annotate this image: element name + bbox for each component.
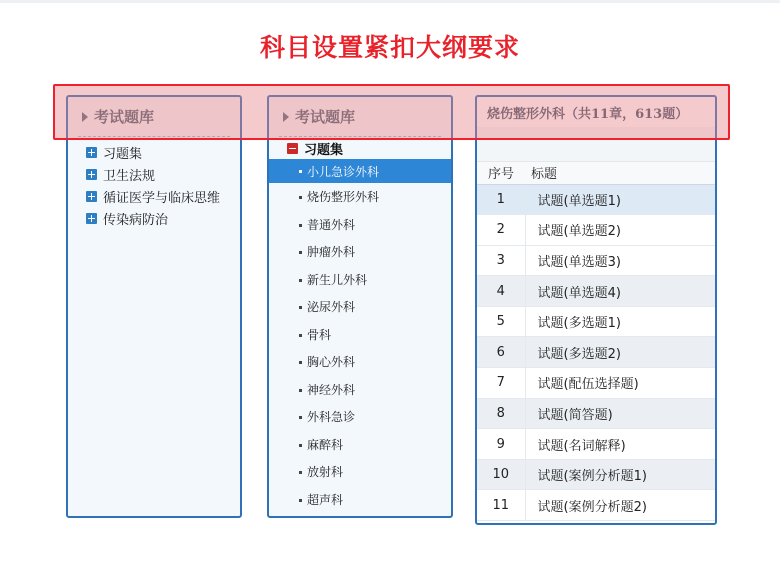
middle-panel bbox=[267, 95, 453, 518]
row-number: 3 bbox=[477, 245, 525, 276]
tree-item-label: 循证医学与临床思维 bbox=[103, 190, 221, 206]
table-row[interactable] bbox=[477, 306, 715, 337]
row-title[interactable]: 试题(名词解释) bbox=[525, 429, 715, 460]
table-row[interactable] bbox=[477, 490, 715, 521]
subject-item[interactable]: 普通外科 bbox=[269, 211, 451, 239]
top-divider bbox=[0, 0, 780, 3]
subject-item[interactable]: 外科急诊 bbox=[269, 403, 451, 431]
row-number: 4 bbox=[477, 276, 525, 307]
row-title[interactable]: 试题(多选题2) bbox=[525, 337, 715, 368]
tree-item[interactable] bbox=[86, 163, 240, 185]
table-row[interactable] bbox=[477, 398, 715, 429]
expand-plus-icon[interactable] bbox=[86, 213, 97, 224]
table-toolbar bbox=[477, 127, 715, 162]
expand-plus-icon[interactable] bbox=[86, 191, 97, 202]
left-tree bbox=[68, 137, 240, 229]
collapse-minus-icon[interactable] bbox=[287, 143, 298, 154]
subject-item[interactable]: 新生儿外科 bbox=[269, 266, 451, 294]
row-title[interactable]: 试题(多选题1) bbox=[525, 306, 715, 337]
table-row[interactable] bbox=[477, 276, 715, 307]
row-number: 1 bbox=[477, 184, 525, 215]
middle-panel-header bbox=[279, 97, 441, 137]
table-row[interactable] bbox=[477, 459, 715, 490]
tree-item-label: 习题集 bbox=[103, 146, 143, 162]
expand-plus-icon[interactable] bbox=[86, 169, 97, 180]
row-title[interactable]: 试题(配伍选择题) bbox=[525, 368, 715, 399]
left-panel-header bbox=[78, 97, 230, 137]
chapter-title: 烧伤整形外科（共11章，613题） bbox=[487, 107, 689, 122]
table-row[interactable] bbox=[477, 215, 715, 246]
row-title[interactable]: 试题(单选题2) bbox=[525, 215, 715, 246]
subject-item[interactable]: 神经外科 bbox=[269, 376, 451, 404]
row-number: 10 bbox=[477, 459, 525, 490]
subject-item-selected[interactable]: 小儿急诊外科 bbox=[269, 159, 451, 183]
subject-item[interactable]: 骨科 bbox=[269, 321, 451, 349]
subject-item[interactable]: 麻醉科 bbox=[269, 431, 451, 459]
column-header-number: 序号 bbox=[477, 162, 525, 184]
triangle-right-icon bbox=[283, 112, 289, 122]
row-title[interactable]: 试题(单选题3) bbox=[525, 245, 715, 276]
subject-list bbox=[269, 159, 451, 513]
row-number: 5 bbox=[477, 306, 525, 337]
tree-item-label: 传染病防治 bbox=[103, 212, 169, 228]
left-panel-title: 考试题库 bbox=[94, 108, 155, 126]
column-header-title: 标题 bbox=[525, 162, 715, 184]
table-row[interactable] bbox=[477, 245, 715, 276]
row-number: 2 bbox=[477, 215, 525, 246]
row-title[interactable]: 试题(简答题) bbox=[525, 398, 715, 429]
page-headline: 科目设置紧扣大纲要求 bbox=[259, 33, 520, 62]
table-row[interactable] bbox=[477, 368, 715, 399]
row-title[interactable]: 试题(案例分析题1) bbox=[525, 459, 715, 490]
table-row[interactable] bbox=[477, 337, 715, 368]
subject-item[interactable]: 肿瘤外科 bbox=[269, 238, 451, 266]
table-header-row bbox=[477, 162, 715, 184]
triangle-right-icon bbox=[82, 112, 88, 122]
right-panel bbox=[475, 95, 717, 525]
subject-item[interactable]: 放射科 bbox=[269, 458, 451, 486]
row-number: 9 bbox=[477, 429, 525, 460]
tree-item[interactable] bbox=[86, 185, 240, 207]
subject-item[interactable]: 超声科 bbox=[269, 486, 451, 514]
question-table bbox=[477, 162, 715, 521]
subject-item[interactable]: 泌尿外科 bbox=[269, 293, 451, 321]
left-panel bbox=[66, 95, 242, 518]
tree-group-label: 习题集 bbox=[304, 142, 344, 158]
row-number: 7 bbox=[477, 368, 525, 399]
tree-item-label: 卫生法规 bbox=[103, 168, 156, 184]
row-title[interactable]: 试题(单选题1) bbox=[525, 184, 715, 215]
row-number: 8 bbox=[477, 398, 525, 429]
tree-item[interactable] bbox=[86, 207, 240, 229]
middle-panel-title: 考试题库 bbox=[295, 108, 356, 126]
expand-plus-icon[interactable] bbox=[86, 147, 97, 158]
tree-group-expanded[interactable] bbox=[269, 137, 451, 159]
tree-item[interactable] bbox=[86, 141, 240, 163]
row-title[interactable]: 试题(案例分析题2) bbox=[525, 490, 715, 521]
table-row[interactable] bbox=[477, 429, 715, 460]
subject-item[interactable]: 胸心外科 bbox=[269, 348, 451, 376]
row-number: 11 bbox=[477, 490, 525, 521]
row-number: 6 bbox=[477, 337, 525, 368]
subject-item[interactable]: 烧伤整形外科 bbox=[269, 183, 451, 211]
table-row[interactable] bbox=[477, 184, 715, 215]
row-title[interactable]: 试题(单选题4) bbox=[525, 276, 715, 307]
